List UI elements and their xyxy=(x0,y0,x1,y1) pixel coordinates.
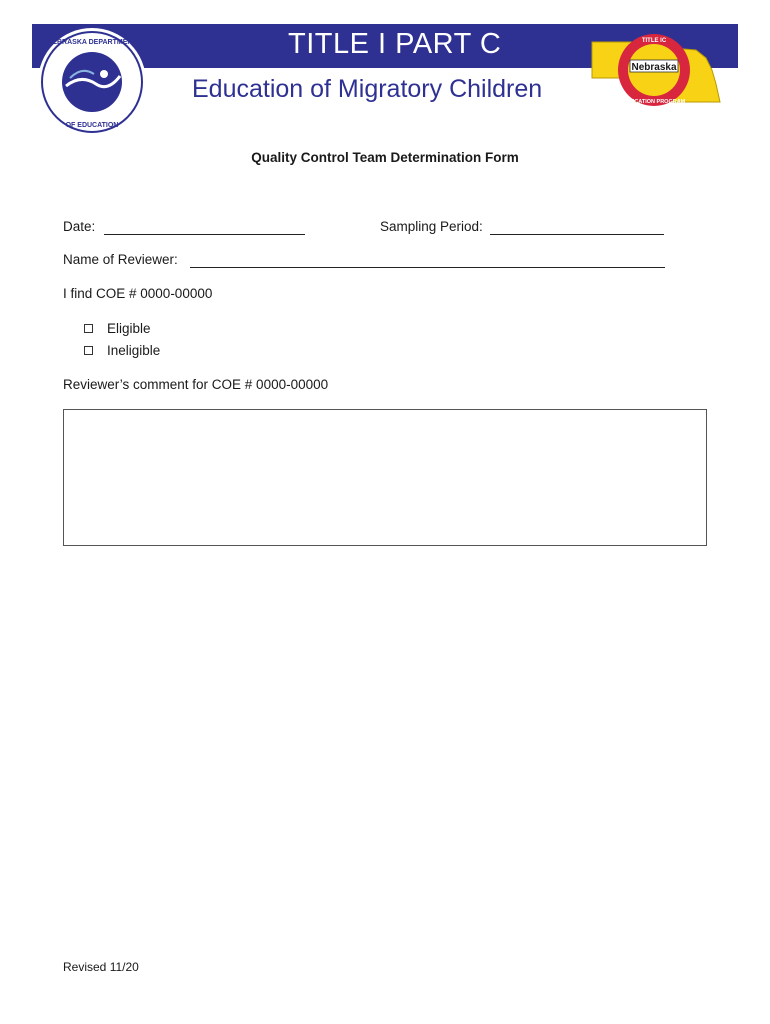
comment-label: Reviewer’s comment for COE # 0000-00000 xyxy=(63,377,329,392)
sampling-period-label: Sampling Period: xyxy=(380,219,483,234)
comment-textarea[interactable] xyxy=(63,409,707,546)
ineligible-checkbox[interactable] xyxy=(84,346,93,355)
header-title: TITLE I PART C xyxy=(288,28,502,60)
sampling-period-field[interactable] xyxy=(490,234,664,235)
title-ic-logo xyxy=(588,28,728,118)
eligible-option[interactable] xyxy=(84,321,151,336)
reviewer-field[interactable] xyxy=(190,267,665,268)
finding-label: I find COE # 0000-00000 xyxy=(63,286,213,301)
eligible-label: Eligible xyxy=(107,321,151,336)
nde-logo xyxy=(36,26,148,142)
svg-text:NEBRASKA DEPARTMENT: NEBRASKA DEPARTMENT xyxy=(47,39,137,46)
revised-footer: Revised 11/20 xyxy=(63,960,139,974)
reviewer-label: Name of Reviewer: xyxy=(63,252,178,267)
ineligible-option[interactable] xyxy=(84,343,160,358)
date-field[interactable] xyxy=(104,234,305,235)
svg-text:EDUCATION PROGRAM: EDUCATION PROGRAM xyxy=(622,99,686,105)
svg-text:TITLE IC: TITLE IC xyxy=(641,38,667,44)
date-label: Date: xyxy=(63,219,96,234)
svg-text:Nebraska: Nebraska xyxy=(631,62,677,73)
svg-text:OF EDUCATION: OF EDUCATION xyxy=(65,122,119,129)
ineligible-label: Ineligible xyxy=(107,343,161,358)
eligible-checkbox[interactable] xyxy=(84,324,93,333)
document-header xyxy=(32,24,738,128)
header-subtitle: Education of Migratory Children xyxy=(192,75,543,103)
form-title: Quality Control Team Determination Form xyxy=(251,150,519,165)
